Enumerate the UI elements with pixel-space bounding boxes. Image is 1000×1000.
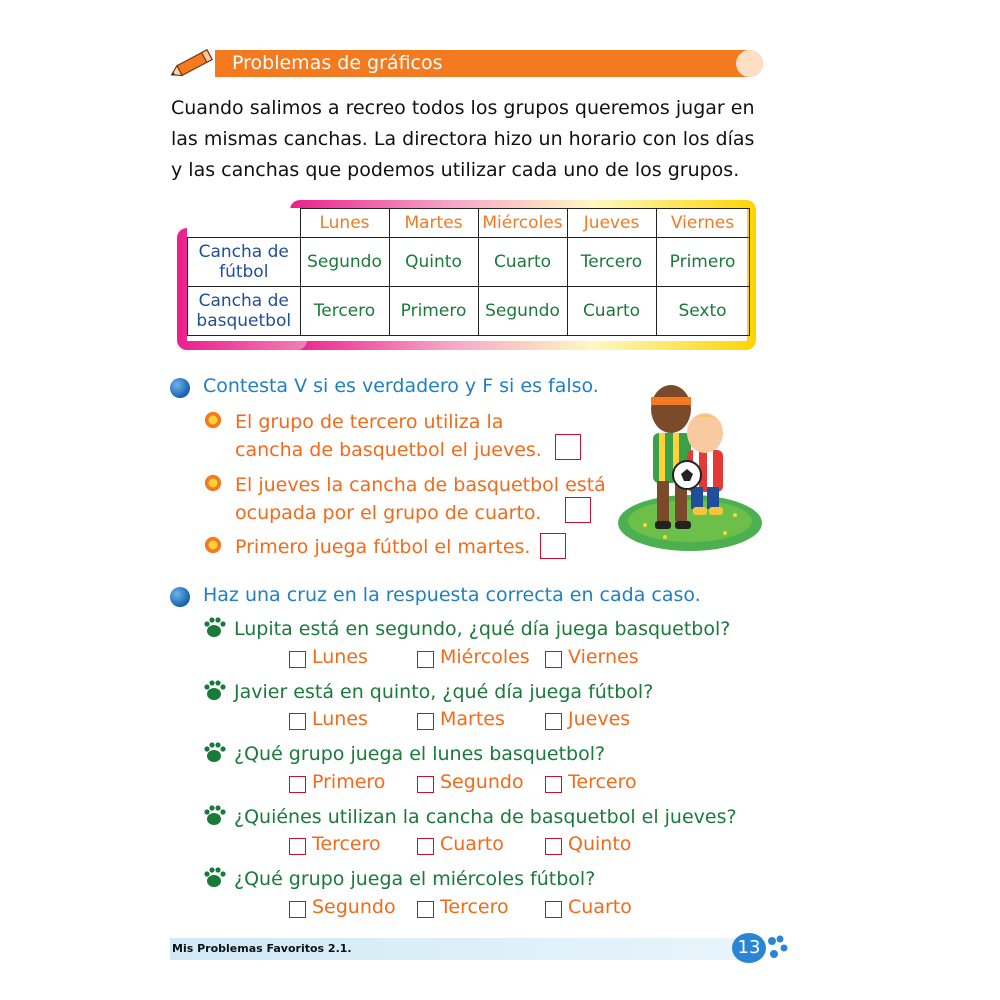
- flower-icon: [204, 536, 222, 554]
- option-label: Martes: [440, 708, 505, 730]
- page-title: Problemas de gráficos: [232, 52, 443, 74]
- day-header: Viernes: [656, 209, 749, 238]
- row-header: Cancha de fútbol: [188, 238, 301, 287]
- question-text: ¿Quiénes utilizan la cancha de basquetbol el jueves?: [234, 806, 737, 828]
- paw-icon: [203, 742, 227, 764]
- row-header: Cancha de basquetbol: [188, 287, 301, 336]
- question-text: ¿Qué grupo juega el lunes basquetbol?: [234, 743, 606, 765]
- schedule-table: [187, 208, 750, 336]
- table-cell: Tercero: [567, 238, 656, 287]
- paw-icon: [203, 867, 227, 889]
- option-checkbox[interactable]: [417, 651, 434, 668]
- statement-line: ocupada por el grupo de cuarto.: [235, 502, 542, 524]
- option-label: Miércoles: [440, 646, 530, 668]
- section2-title: Haz una cruz en la respuesta correcta en cada caso.: [203, 584, 701, 606]
- option-checkbox[interactable]: [289, 901, 306, 918]
- blue-bullet-icon: [170, 378, 190, 398]
- book-title: Mis Problemas Favoritos 2.1.: [172, 942, 352, 955]
- paw-icon: [203, 617, 227, 639]
- table-cell: Segundo: [300, 238, 389, 287]
- paw-icon: [203, 680, 227, 702]
- kids-illustration: [615, 375, 765, 555]
- statement-line: El grupo de tercero utiliza la: [235, 411, 504, 433]
- table-cell: Tercero: [300, 287, 389, 336]
- table-cell: Quinto: [389, 238, 478, 287]
- answer-box[interactable]: [565, 497, 591, 523]
- option-label: Primero: [312, 771, 386, 793]
- option-checkbox[interactable]: [545, 901, 562, 918]
- table-cell: Cuarto: [567, 287, 656, 336]
- answer-box[interactable]: [555, 434, 581, 460]
- option-checkbox[interactable]: [545, 838, 562, 855]
- question-text: ¿Qué grupo juega el miércoles fútbol?: [234, 868, 596, 890]
- header-bar-end: [736, 50, 763, 77]
- section1-title: Contesta V si es verdadero y F si es falso.: [203, 375, 599, 397]
- table-row: [188, 238, 750, 287]
- paw-icon: [203, 805, 227, 827]
- option-checkbox[interactable]: [289, 838, 306, 855]
- option-label: Tercero: [568, 771, 637, 793]
- option-label: Jueves: [568, 708, 631, 730]
- option-label: Viernes: [568, 646, 639, 668]
- question-text: Javier está en quinto, ¿qué día juega fútbol?: [234, 681, 654, 703]
- option-label: Cuarto: [568, 896, 632, 918]
- option-checkbox[interactable]: [545, 651, 562, 668]
- option-label: Segundo: [312, 896, 396, 918]
- option-checkbox[interactable]: [417, 713, 434, 730]
- question-text: Lupita está en segundo, ¿qué día juega basquetbol?: [234, 618, 731, 640]
- option-checkbox[interactable]: [289, 776, 306, 793]
- day-header: Miércoles: [478, 209, 567, 238]
- option-checkbox[interactable]: [545, 713, 562, 730]
- table-cell: Cuarto: [478, 238, 567, 287]
- option-label: Lunes: [312, 708, 368, 730]
- table-row: [188, 287, 750, 336]
- flower-icon: [204, 411, 222, 429]
- statement-line: Primero juega fútbol el martes.: [235, 536, 531, 558]
- answer-box[interactable]: [540, 533, 566, 559]
- table-cell: Primero: [389, 287, 478, 336]
- option-label: Lunes: [312, 646, 368, 668]
- day-header: Jueves: [567, 209, 656, 238]
- option-checkbox[interactable]: [545, 776, 562, 793]
- option-label: Segundo: [440, 771, 524, 793]
- option-label: Quinto: [568, 833, 632, 855]
- pencil-icon: [168, 47, 218, 81]
- intro-paragraph: Cuando salimos a recreo todos los grupos queremos jugar en las mismas canchas. La directora hizo un horario con los días y las canchas que podemos utilizar cada uno de los grupos.: [171, 97, 755, 181]
- option-checkbox[interactable]: [289, 713, 306, 730]
- option-checkbox[interactable]: [417, 901, 434, 918]
- table-cell: Sexto: [656, 287, 749, 336]
- day-header: Lunes: [300, 209, 389, 238]
- table-cell: Segundo: [478, 287, 567, 336]
- table-cell: Primero: [656, 238, 749, 287]
- option-checkbox[interactable]: [417, 838, 434, 855]
- option-label: Tercero: [440, 896, 509, 918]
- option-label: Tercero: [312, 833, 381, 855]
- statement-line: El jueves la cancha de basquetbol está: [235, 474, 606, 496]
- flower-icon: [204, 474, 222, 492]
- option-checkbox[interactable]: [289, 651, 306, 668]
- blue-bullet-icon: [170, 587, 190, 607]
- paw-trail-icon: [766, 935, 790, 961]
- option-checkbox[interactable]: [417, 776, 434, 793]
- day-header: Martes: [389, 209, 478, 238]
- page-number: 13: [732, 933, 766, 963]
- option-label: Cuarto: [440, 833, 504, 855]
- statement-line: cancha de basquetbol el jueves.: [235, 439, 542, 461]
- table-header-row: [188, 209, 750, 238]
